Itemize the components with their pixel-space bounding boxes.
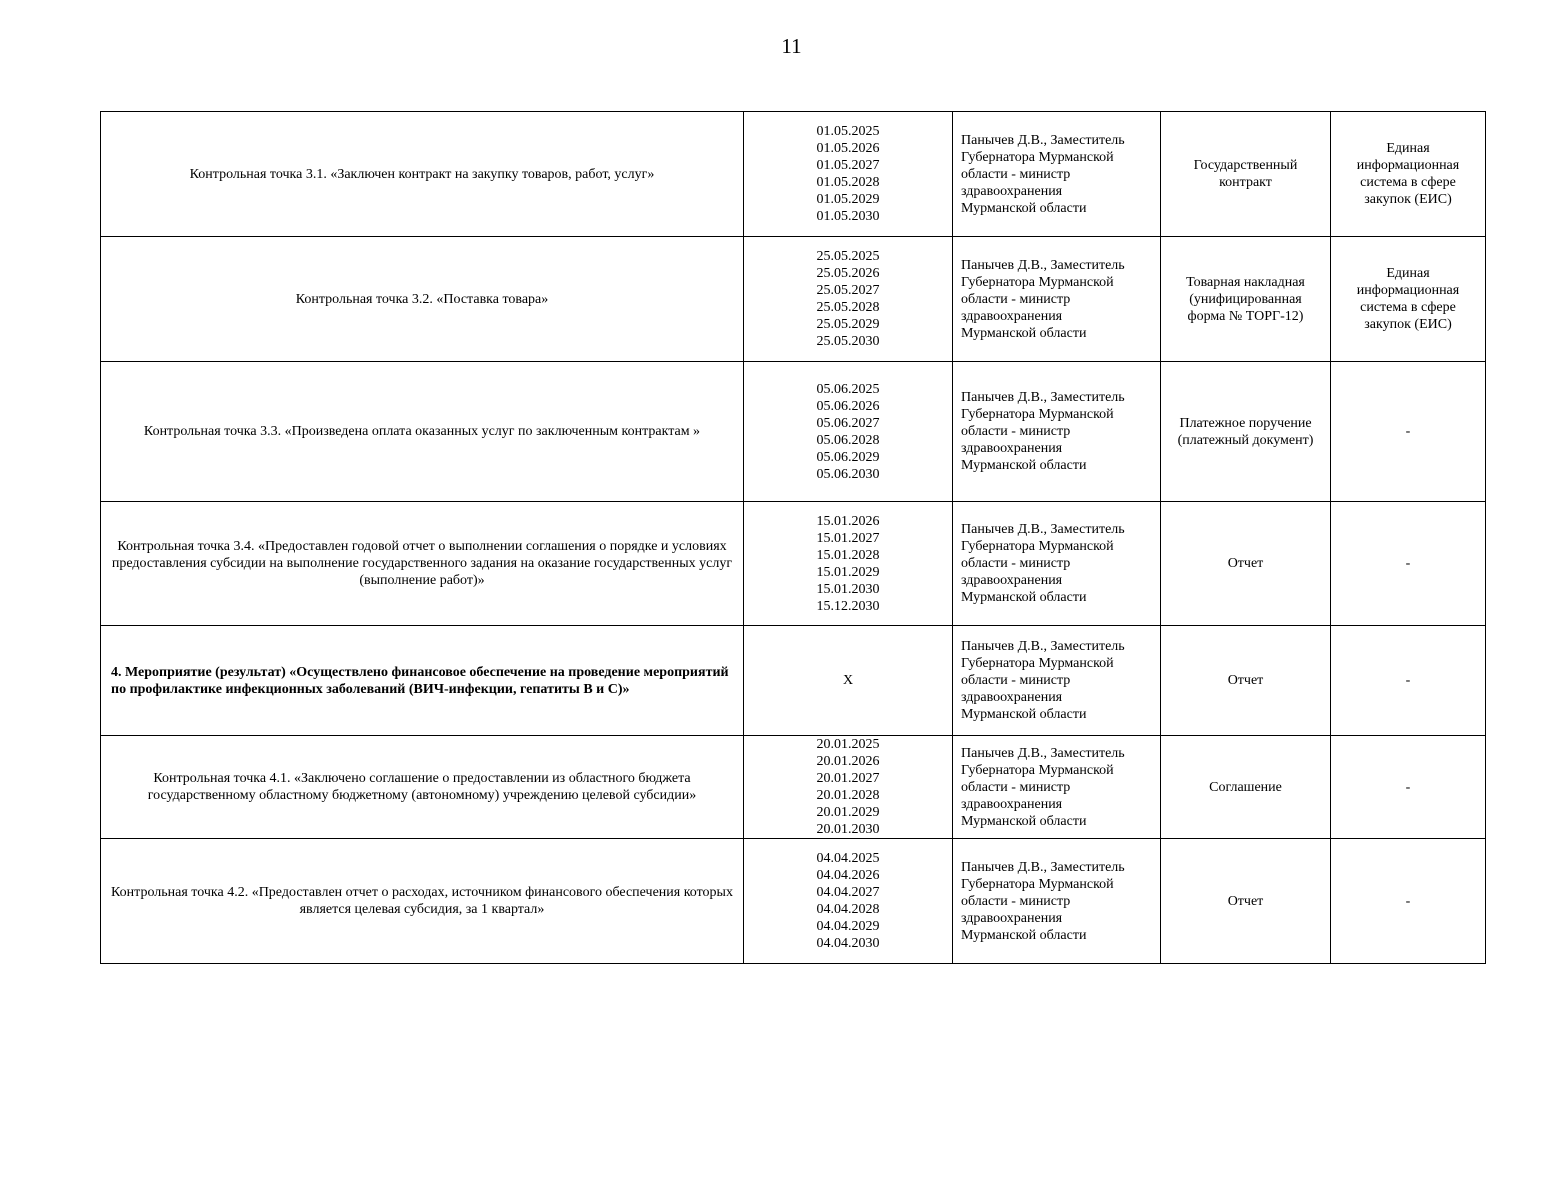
table-row xyxy=(101,112,1486,237)
responsible-person: Панычев Д.В., Заместитель Губернатора Мурманской области - министр здравоохранения Мурманской области xyxy=(953,736,1161,839)
information-system: Единая информационная система в сфере закупок (ЕИС) xyxy=(1331,237,1486,362)
control-point-name: Контрольная точка 3.2. «Поставка товара» xyxy=(101,237,744,362)
deadline-dates: X xyxy=(744,626,953,736)
table-row xyxy=(101,362,1486,502)
deadline-dates: 01.05.2025 01.05.2026 01.05.2027 01.05.2028 01.05.2029 01.05.2030 xyxy=(744,112,953,237)
table-row xyxy=(101,237,1486,362)
table-row xyxy=(101,736,1486,839)
control-point-name: Контрольная точка 4.2. «Предоставлен отчет о расходах, источником финансового обеспечения которых является целевая субсидия, за 1 квартал» xyxy=(101,839,744,964)
confirming-document: Отчет xyxy=(1161,839,1331,964)
deadline-dates: 25.05.2025 25.05.2026 25.05.2027 25.05.2028 25.05.2029 25.05.2030 xyxy=(744,237,953,362)
confirming-document: Соглашение xyxy=(1161,736,1331,839)
responsible-person: Панычев Д.В., Заместитель Губернатора Мурманской области - министр здравоохранения Мурманской области xyxy=(953,112,1161,237)
confirming-document: Товарная накладная (унифицированная форма № ТОРГ-12) xyxy=(1161,237,1331,362)
information-system: Единая информационная система в сфере закупок (ЕИС) xyxy=(1331,112,1486,237)
table-row xyxy=(101,626,1486,736)
control-point-name: Контрольная точка 3.1. «Заключен контракт на закупку товаров, работ, услуг» xyxy=(101,112,744,237)
information-system: - xyxy=(1331,839,1486,964)
control-point-name: Контрольная точка 3.3. «Произведена оплата оказанных услуг по заключенным контрактам » xyxy=(101,362,744,502)
confirming-document: Государственный контракт xyxy=(1161,112,1331,237)
responsible-person: Панычев Д.В., Заместитель Губернатора Мурманской области - министр здравоохранения Мурманской области xyxy=(953,362,1161,502)
page-number: 11 xyxy=(781,34,802,58)
table-row xyxy=(101,839,1486,964)
deadline-dates: 05.06.2025 05.06.2026 05.06.2027 05.06.2028 05.06.2029 05.06.2030 xyxy=(744,362,953,502)
responsible-person: Панычев Д.В., Заместитель Губернатора Мурманской области - министр здравоохранения Мурманской области xyxy=(953,502,1161,626)
control-point-name: Контрольная точка 4.1. «Заключено соглашение о предоставлении из областного бюджета государственному областному бюджетному (автономному) учреждению целевой субсидии» xyxy=(101,736,744,839)
deadline-dates: 04.04.2025 04.04.2026 04.04.2027 04.04.2028 04.04.2029 04.04.2030 xyxy=(744,839,953,964)
activity-result-name: 4. Мероприятие (результат) «Осуществлено финансовое обеспечение на проведение мероприятий по профилактике инфекционных заболеваний (ВИЧ-инфекции, гепатиты B и C)» xyxy=(101,626,744,736)
responsible-person: Панычев Д.В., Заместитель Губернатора Мурманской области - министр здравоохранения Мурманской области xyxy=(953,626,1161,736)
control-points-table xyxy=(100,111,1486,964)
responsible-person: Панычев Д.В., Заместитель Губернатора Мурманской области - министр здравоохранения Мурманской области xyxy=(953,839,1161,964)
control-point-name: Контрольная точка 3.4. «Предоставлен годовой отчет о выполнении соглашения о порядке и условиях предоставления субсидии на выполнение государственного задания на оказание государственных услуг (выполнение работ)» xyxy=(101,502,744,626)
information-system: - xyxy=(1331,736,1486,839)
information-system: - xyxy=(1331,502,1486,626)
deadline-dates: 15.01.2026 15.01.2027 15.01.2028 15.01.2029 15.01.2030 15.12.2030 xyxy=(744,502,953,626)
table-row xyxy=(101,502,1486,626)
information-system: - xyxy=(1331,362,1486,502)
responsible-person: Панычев Д.В., Заместитель Губернатора Мурманской области - министр здравоохранения Мурманской области xyxy=(953,237,1161,362)
confirming-document: Отчет xyxy=(1161,626,1331,736)
confirming-document: Платежное поручение (платежный документ) xyxy=(1161,362,1331,502)
information-system: - xyxy=(1331,626,1486,736)
deadline-dates: 20.01.2025 20.01.2026 20.01.2027 20.01.2028 20.01.2029 20.01.2030 xyxy=(744,736,953,839)
confirming-document: Отчет xyxy=(1161,502,1331,626)
